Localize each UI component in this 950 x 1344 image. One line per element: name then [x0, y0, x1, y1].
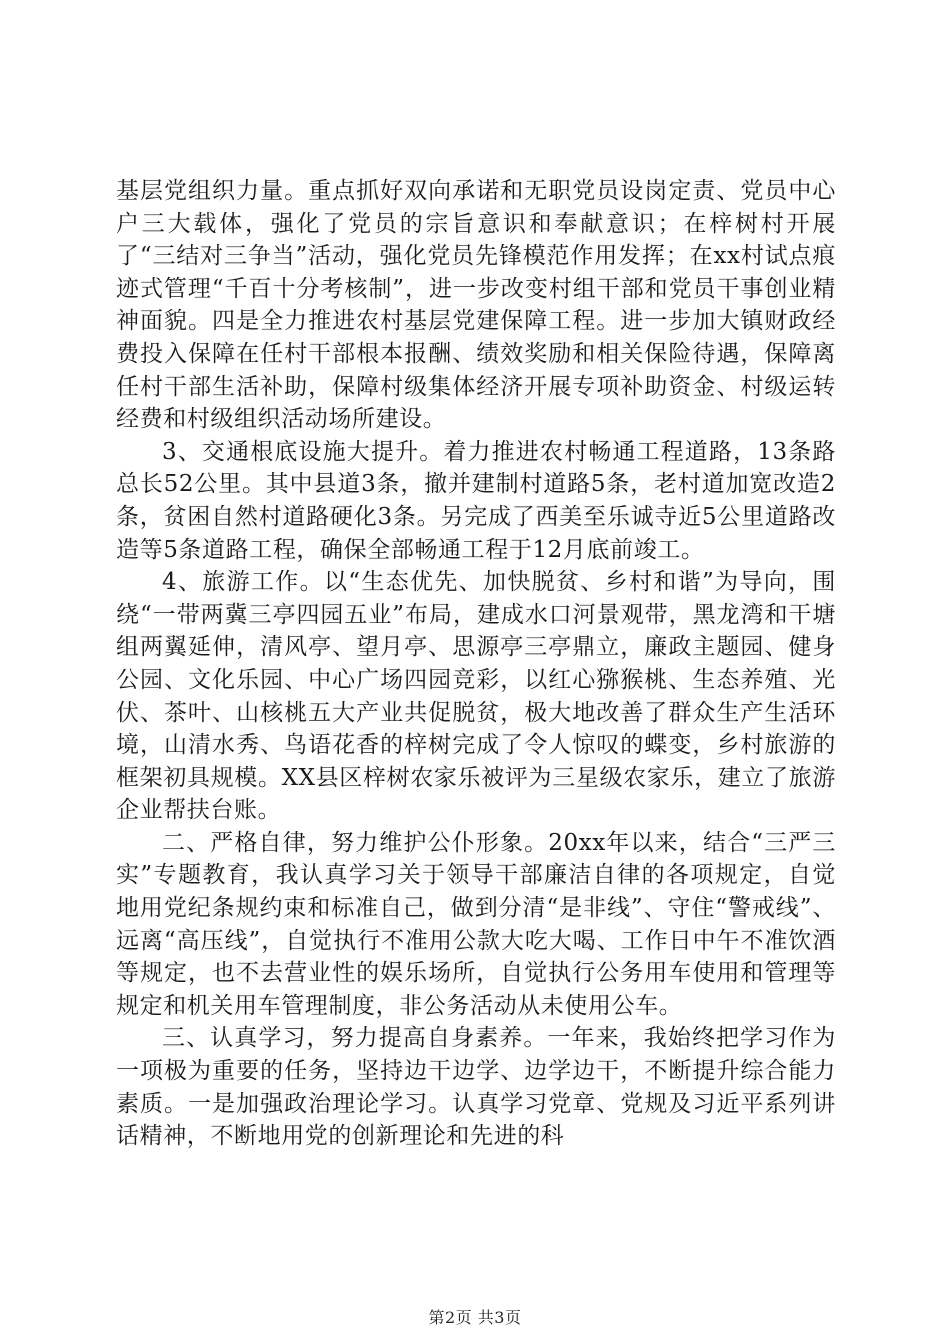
- document-body: [116, 175, 836, 1153]
- page-footer: 第2页 共3页: [428, 1308, 522, 1327]
- paragraph-tourism-work: 4、旅游工作。以“生态优先、加快脱贫、乡村和谐”为导向，围绕“一带两冀三亭四园五业”布局，建成水口河景观带，黑龙湾和干塘组两翼延伸，清风亭、望月亭、思源亭三亭鼎立，廉政主题园、健身公园、文化乐园、中心广场四园竞彩，以红心猕猴桃、生态养殖、光伏、茶叶、山核桃五大产业共促脱贫，极大地改善了群众生产生活环境，山清水秀、鸟语花香的梓树完成了令人惊叹的蝶变，乡村旅游的框架初具规模。XX县区梓树农家乐被评为三星级农家乐，建立了旅游企业帮扶台账。: [116, 569, 836, 824]
- paragraph-party-organization: 基层党组织力量。重点抓好双向承诺和无职党员设岗定责、党员中心户三大载体，强化了党员的宗旨意识和奉献意识；在梓树村开展了“三结对三争当”活动，强化党员先锋模范作用发挥；在xx村试点痕迹式管理“千百十分考核制”，进一步改变村组干部和党员干事创业精神面貌。四是全力推进农村基层党建保障工程。进一步加大镇财政经费投入保障在任村干部根本报酬、绩效奖励和相关保险待遇，保障离任村干部生活补助，保障村级集体经济开展专项补助资金、村级运转经费和村级组织活动场所建设。: [116, 178, 836, 433]
- paragraph-study: 三、认真学习，努力提高自身素养。一年来，我始终把学习作为一项极为重要的任务，坚持边干边学、边学边干，不断提升综合能力素质。一是加强政治理论学习。认真学习党章、党规及习近平系列讲话精神，不断地用党的创新理论和先进的科: [116, 1025, 836, 1150]
- paragraph-transport-infrastructure: 3、交通根底设施大提升。着力推进农村畅通工程道路，13条路总长52公里。其中县道3条，撤并建制村道路5条，老村道加宽改造2条，贫困自然村道路硬化3条。另完成了西美至乐诚寺近5公里道路改造等5条道路工程，确保全部畅通工程于12月底前竣工。: [116, 438, 836, 563]
- paragraph-self-discipline: 二、严格自律，努力维护公仆形象。20xx年以来，结合“三严三实”专题教育，我认真学习关于领导干部廉洁自律的各项规定，自觉地用党纪条规约束和标准自己，做到分清“是非线”、守住“警戒线”、远离“高压线”，自觉执行不准用公款大吃大喝、工作日中午不准饮酒等规定，也不去营业性的娱乐场所，自觉执行公务用车使用和管理等规定和机关用车管理制度，非公务活动从未使用公车。: [116, 829, 836, 1019]
